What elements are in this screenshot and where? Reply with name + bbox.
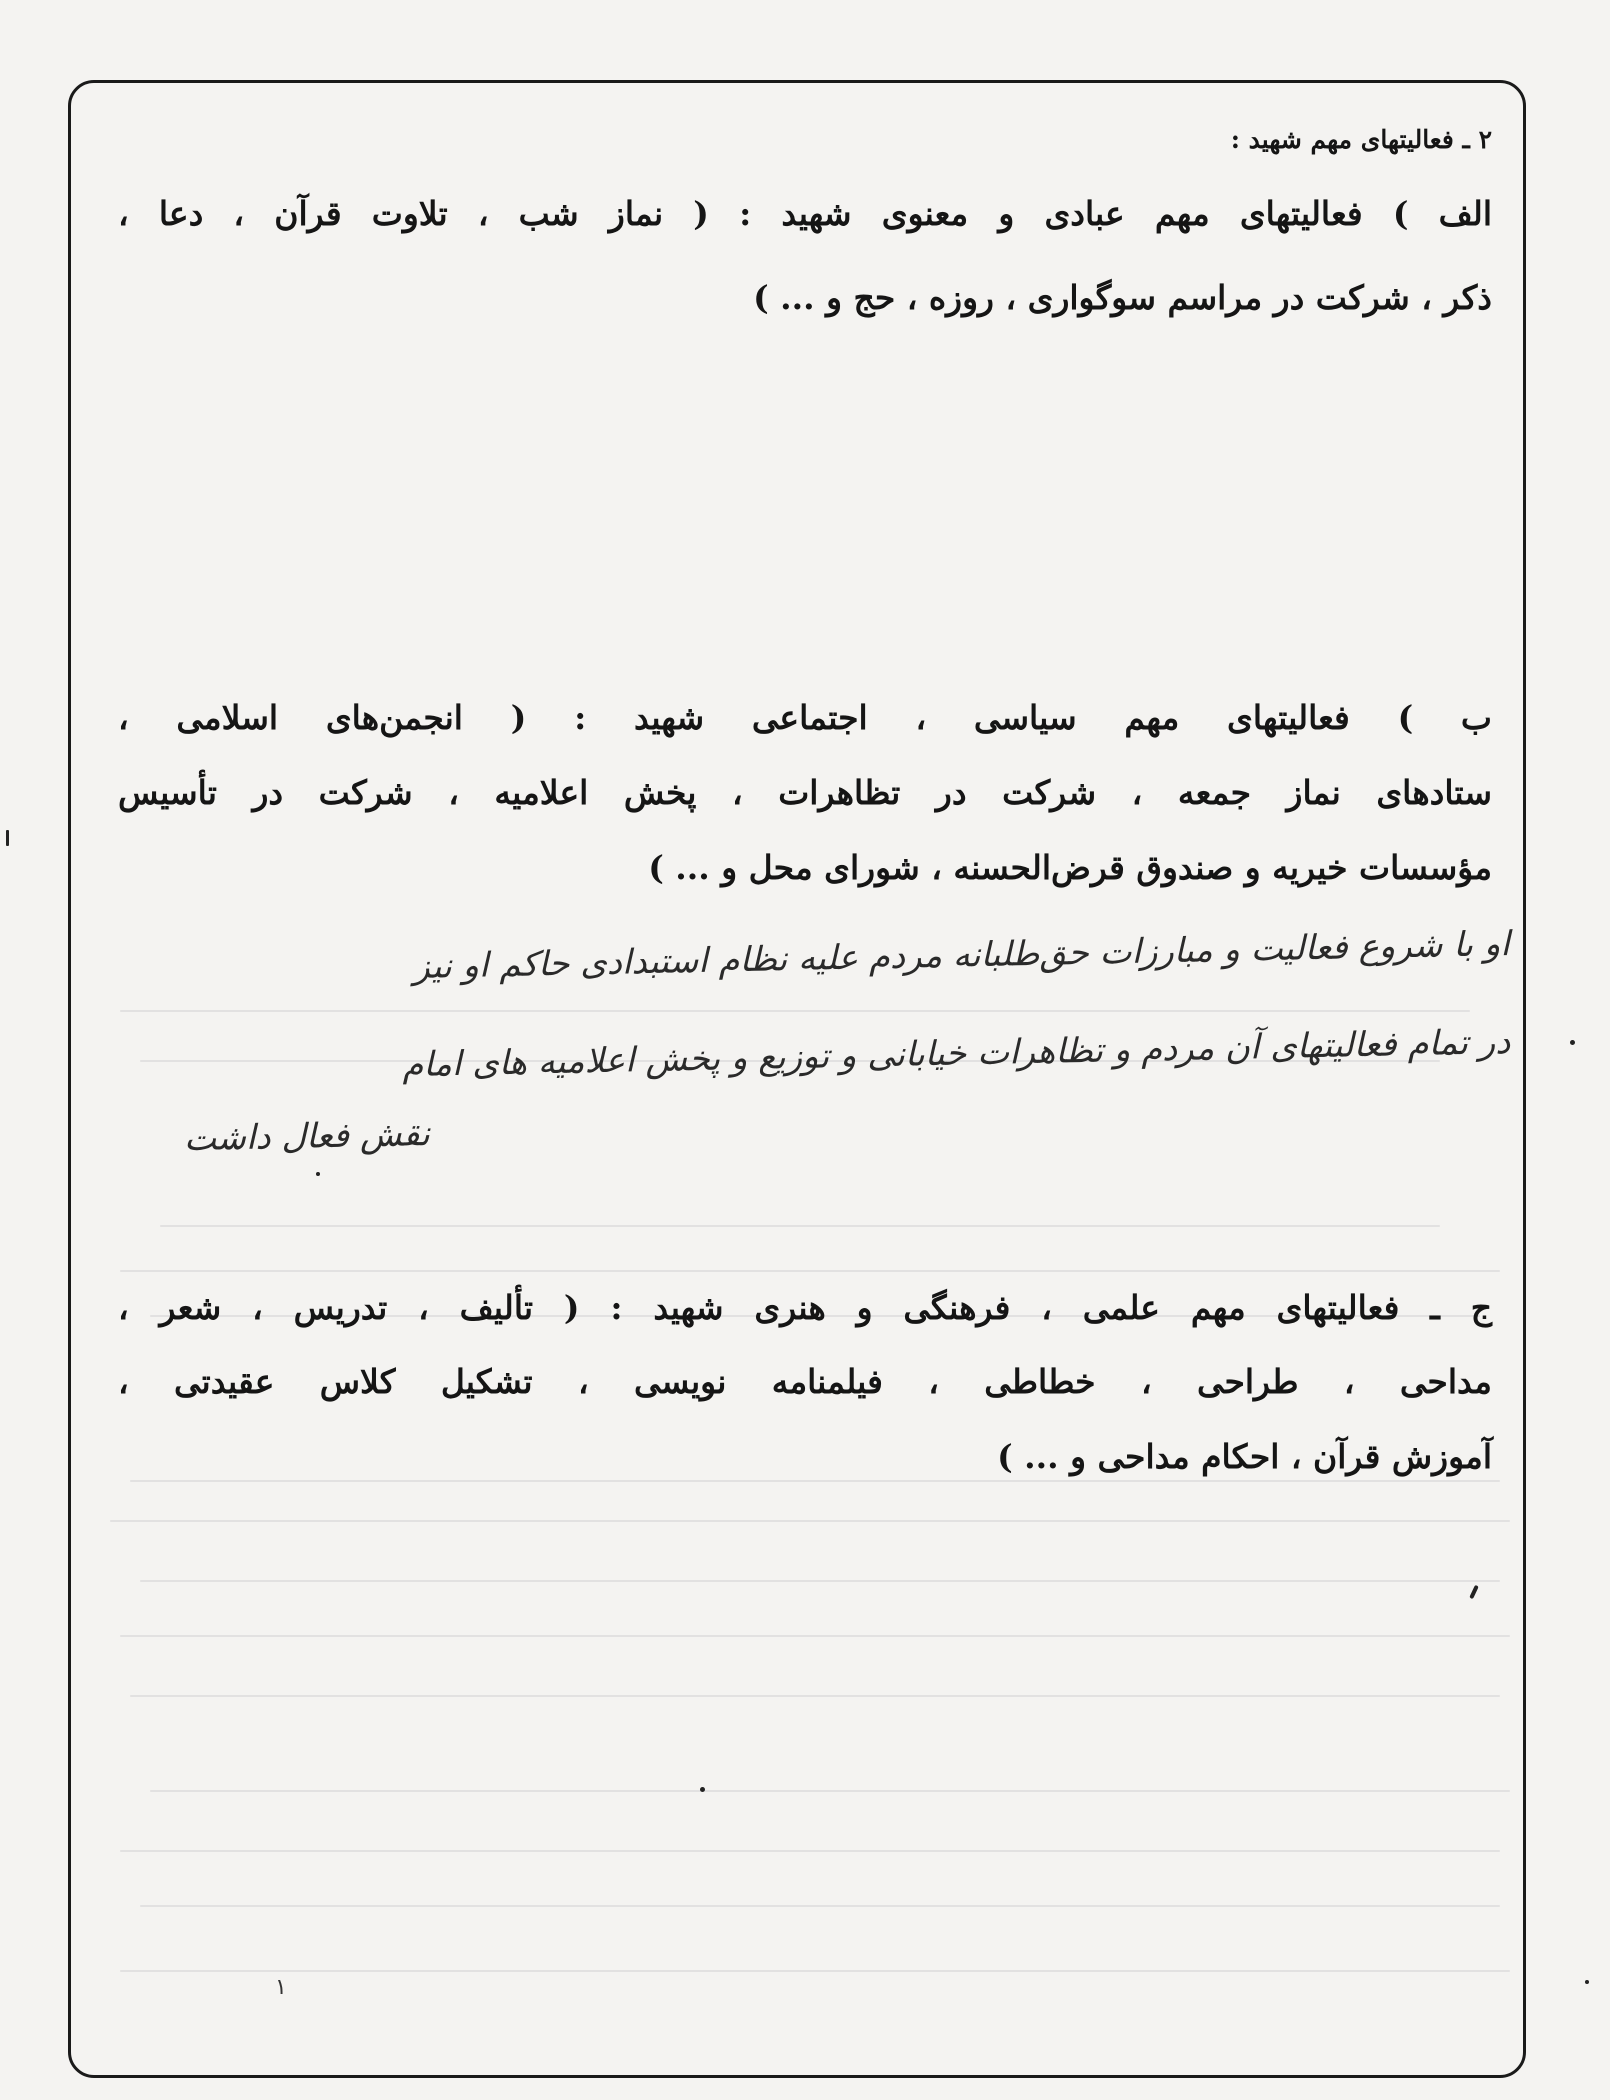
handwritten-note-line-2: در تمام فعالیتهای آن مردم و تظاهرات خیابانی و توزیع و پخش اعلامیه های امام — [401, 1022, 1511, 1086]
part-b-line-2: ستادهای نماز جمعه ، شرکت در تظاهرات ، پخش اعلامیه ، شرکت در تأسیس — [118, 773, 1492, 812]
scan-speck — [1570, 1040, 1575, 1045]
part-c-line-2: مداحی ، طراحی ، خطاطی ، فیلمنامه نویسی ، تشکیل کلاس عقیدتی ، — [118, 1362, 1492, 1401]
page-border — [68, 80, 1526, 2078]
part-c-line-3: آموزش قرآن ، احکام مداحی و ... ) — [997, 1437, 1492, 1476]
part-b-line-3: مؤسسات خیریه و صندوق قرض‌الحسنه ، شورای محل و ... ) — [648, 848, 1492, 887]
part-a-line-2: ذکر ، شرکت در مراسم سوگواری ، روزه ، حج و ... ) — [753, 278, 1492, 317]
handwritten-note-line-1: او با شروع فعالیت و مبارزات حق‌طلبانه مردم علیه نظام استبدادی حاکم او نیز — [413, 924, 1511, 987]
part-a-line-1: الف ) فعالیتهای مهم عبادی و معنوی شهید : ( نماز شب ، تلاوت قرآن ، دعا ، — [118, 194, 1492, 233]
scan-speck — [316, 1172, 320, 1176]
scan-speck — [6, 830, 9, 846]
part-b-line-1: ب ) فعالیتهای مهم سیاسی ، اجتماعی شهید : ( انجمن‌های اسلامی ، — [118, 698, 1492, 737]
handwritten-note-line-3: نقش فعال داشت — [183, 1114, 431, 1160]
page-number: ۱ — [275, 1975, 287, 2000]
scan-speck — [700, 1787, 705, 1792]
scan-speck — [1585, 1980, 1589, 1984]
section-title: ۲ ـ فعالیتهای مهم شهید : — [1230, 125, 1492, 154]
part-c-line-1: ج ـ فعالیتهای مهم علمی ، فرهنگی و هنری شهید : ( تألیف ، تدریس ، شعر ، — [118, 1288, 1492, 1327]
